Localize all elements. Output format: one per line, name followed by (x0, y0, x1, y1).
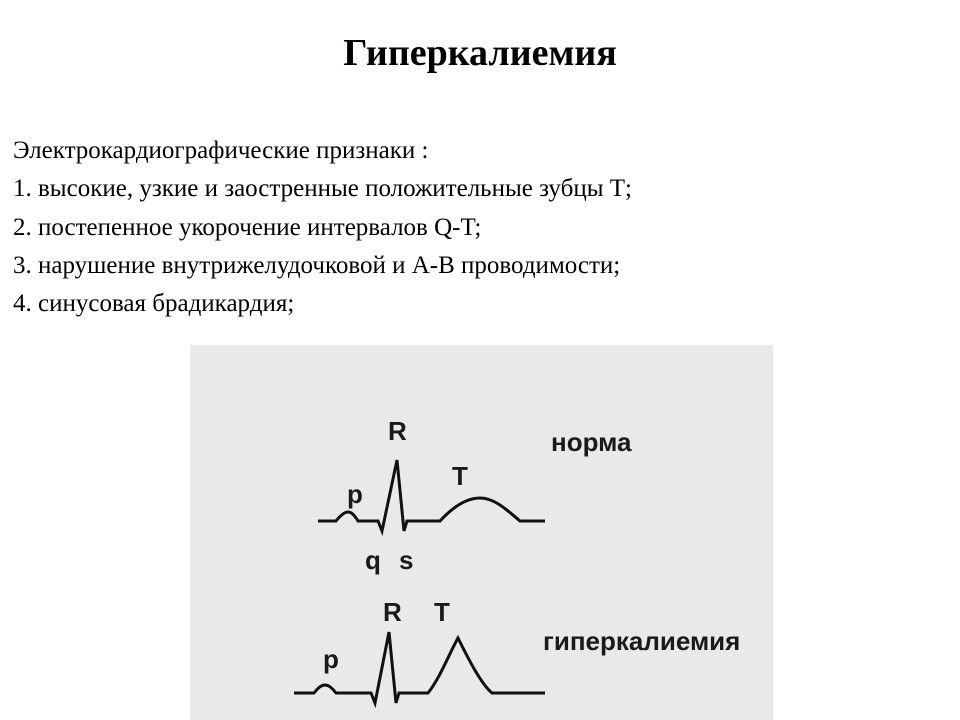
label-p-normal: p (347, 479, 363, 509)
ecg-figure (190, 345, 773, 720)
caption-hyperkalemia: гиперкалиемия (543, 626, 741, 656)
label-r-normal: R (388, 416, 407, 446)
label-p-hyperkalemia: p (323, 644, 339, 674)
list-item: 2. постепенное укорочение интервалов Q-T; (13, 213, 482, 241)
list-item: 1. высокие, узкие и заостренные положительные зубцы Т; (13, 175, 632, 203)
body-text (13, 132, 943, 323)
label-r-hyperkalemia: R (383, 597, 402, 627)
slide-title: Гиперкалиемия (343, 32, 617, 74)
caption-normal: норма (551, 427, 632, 457)
list-item: 4. синусовая брадикардия; (13, 290, 295, 318)
label-s-normal: s (399, 545, 414, 575)
ecg-diagram (190, 345, 773, 720)
intro-line: Электрокардиографические признаки : (13, 137, 429, 164)
label-t-normal: T (452, 461, 468, 491)
label-t-hyperkalemia: T (434, 597, 450, 627)
list-item: 3. нарушение внутрижелудочковой и А-В проводимости; (13, 251, 621, 279)
label-q-normal: q (365, 545, 381, 575)
